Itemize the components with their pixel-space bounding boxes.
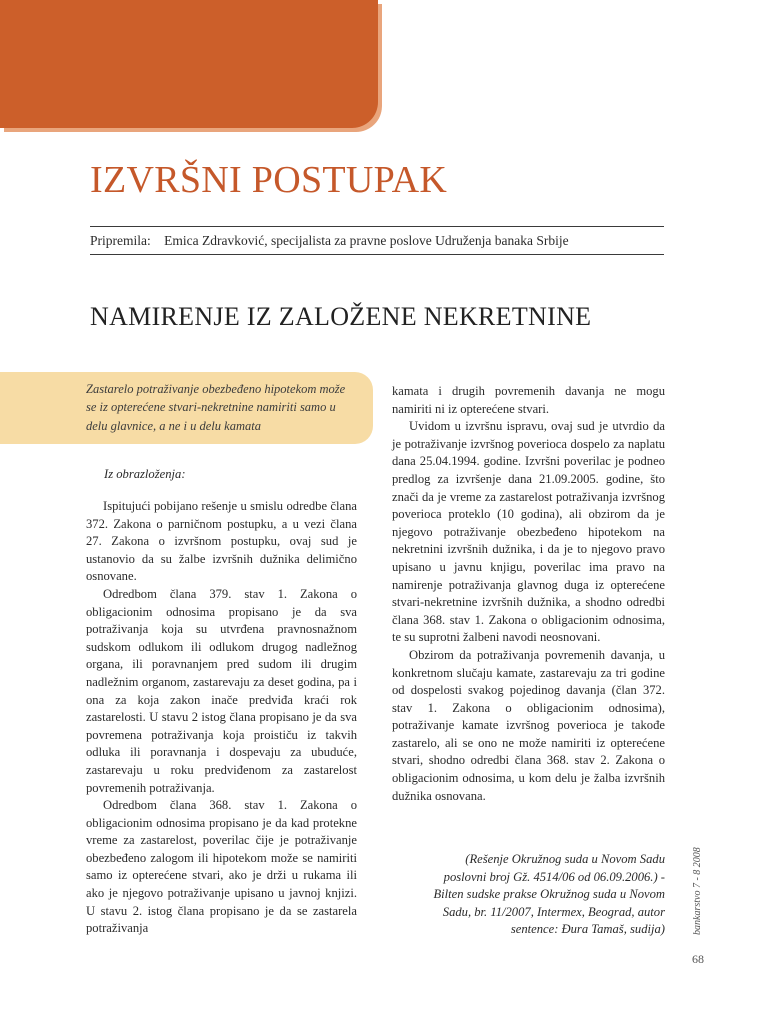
summary-text: Zastarelo potraživanje obezbeđeno hipotekom može se iz opterećene stvari-nekretnine namiriti samo u delu glavnice, a ne i u delu kamata (86, 382, 346, 433)
header-band (0, 0, 378, 128)
paragraph: Uvidom u izvršnu ispravu, ovaj sud je utvrdio da je potraživanje izvršnog poverioca dospelo za naplatu dana 25.04.1994. godine. Izvršni poverilac je podneo predlog za izvršenje dana 21.09.2005. godine, što znači da je vreme za zastarelost potraživanja izvršnog poverioca proteklo (10 godina), ali obzirom da je njegovo potraživanje obezbeđeno hipotekom na nekretnini izvršnih dužnika, i da je to njegovo pravo upisano u javnu knjigu, poverilac ima pravo na namirenje potraživanja glavnog duga iz opterećene stvari-nekretnine izvršnih dužnika, a shodno odredbi člana 368. stav 1. Zakona o obligacionim odnosima, te su suprotni žalbeni navodi neosnovani. (392, 419, 665, 645)
paragraph: Odredbom člana 379. stav 1. Zakona o obligacionim odnosima propisano je da sva potraživanja koja su utvrđena pravnosnažnom sudskom odlukom ili odlukom drugog nadležnog organa, ili poravnanjem pred sudom ili drugim nadležnim organom, zastarevaju za deset godina, pa i ona za koja zakon inače predviđa kraći rok zastarelosti. U stavu 2 istog člana propisano je da sva povremena potraživanja koja proističu iz takvih odluka ili poravnanja i dospevaju za ubuduće, zastarevaju u roku predviđenom za zastarelost povremenih potraživanja. (86, 586, 357, 795)
paragraph: Ispitujući pobijano rešenje u smislu odredbe člana 372. Zakona o parničnom postupku, a u vezi člana 27. Zakona o izvršnom postupku, ovaj sud je ustanovio da su žalbe izvršnih dužnika delimično osnovane. (86, 499, 357, 584)
byline-bottom-rule (90, 254, 664, 255)
paragraph: kamata i drugih povremenih davanja ne mogu namiriti ni iz opterećene stvari. (392, 384, 665, 416)
page-number: 68 (692, 952, 704, 966)
paragraph: Obzirom da potraživanja povremenih davanja, u konkretnom slučaju kamate, zastarevaju za tri godine od dospelosti svakog pojedinog davanja (član 372. stav 1. Zakona o obligacionim odnosima), potraživanje kamate izvršnog poverioca je takođe zastarelo, ali se ono ne može namiriti iz opterećene stvari, shodno odredbi člana 368. stav 2. Zakona o obligacionim odnosima, u kom delu je žalba izvršnih dužnika osnovana. (392, 647, 665, 803)
section-label: sudska praksa (553, 80, 748, 116)
side-caption: bankarstvo 7 - 8 2008 (692, 847, 703, 935)
article-title: NAMIRENJE IZ ZALOŽENE NEKRETNINE (90, 302, 592, 331)
byline-label: Pripremila: (90, 233, 151, 248)
right-column (392, 383, 665, 805)
byline-top-rule (90, 226, 664, 227)
left-column (86, 498, 357, 938)
section-intro: Iz obrazloženja: (104, 467, 186, 481)
paragraph: Odredbom člana 368. stav 1. Zakona o obligacionim odnosima propisano je da kad protekne vreme za zastarelost, poverilac čije je potraživanje obezbeđeno zalogom ili hipotekom može se namiriti samo iz opterećene stvari, ako je drži u rukama ili ako je njegovo potraživanje upisano u javnoj knjizi. U stavu 2. istog člana propisano je da se zastarela potraživanja (86, 798, 357, 936)
byline-author: Emica Zdravković, specijalista za pravne poslove Udruženja banaka Srbije (164, 233, 569, 248)
page-title: IZVRŠNI POSTUPAK (90, 159, 448, 201)
citation: (Rešenje Okružnog suda u Novom Sadu poslovni broj Gž. 4514/06 od 06.09.2006.) - Bilten sudske prakse Okružnog suda u Novom Sadu, br. 11/2007, Intermex, Beograd, autor sentence: Đura Tamaš, sudija) (433, 852, 665, 937)
byline (90, 233, 569, 249)
